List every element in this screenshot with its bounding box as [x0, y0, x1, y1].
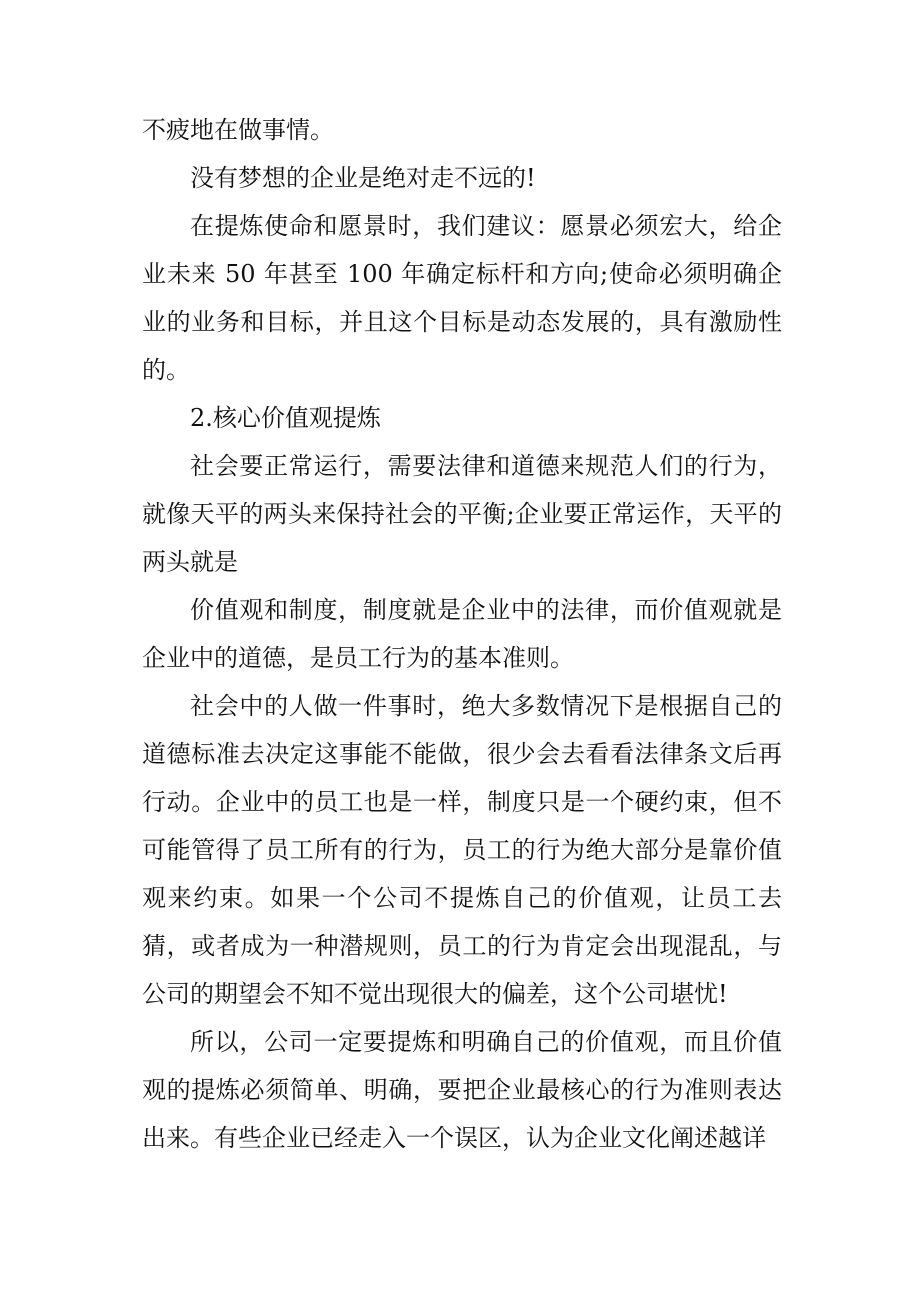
paragraph-7: 社会中的人做一件事时，绝大多数情况下是根据自己的道德标准去决定这事能不能做，很少会去看看法律条文后再行动。企业中的员工也是一样，制度只是一个硬约束，但不可能管得了员工所有的行为，员工的行为绝大部分是靠价值观来约束。如果一个公司不提炼自己的价值观，让员工去猜，或者成为一种潜规则，员工的行为肯定会出现混乱，与公司的期望会不知不觉出现很大的偏差，这个公司堪忧! — [142, 692, 782, 1008]
paragraph-3: 在提炼使命和愿景时，我们建议：愿景必须宏大，给企业未来 50 年甚至 100 年确定标杆和方向;使命必须明确企业的业务和目标，并且这个目标是动态发展的，具有激励性的。 — [142, 212, 782, 384]
document-body — [142, 106, 782, 1162]
section-heading: 2.核心价值观提炼 — [190, 404, 381, 432]
paragraph-2: 没有梦想的企业是绝对走不远的! — [190, 164, 536, 192]
paragraph-5: 社会要正常运行，需要法律和道德来规范人们的行为，就像天平的两头来保持社会的平衡;企业要正常运作，天平的两头就是 — [142, 452, 782, 576]
paragraph-8: 所以，公司一定要提炼和明确自己的价值观，而且价值观的提炼必须简单、明确，要把企业最核心的行为准则表达出来。有些企业已经走入一个误区，认为企业文化阐述越详 — [142, 1028, 782, 1152]
paragraph-1: 不疲地在做事情。 — [142, 116, 334, 144]
paragraph-6: 价值观和制度，制度就是企业中的法律，而价值观就是企业中的道德，是员工行为的基本准则。 — [142, 596, 782, 672]
